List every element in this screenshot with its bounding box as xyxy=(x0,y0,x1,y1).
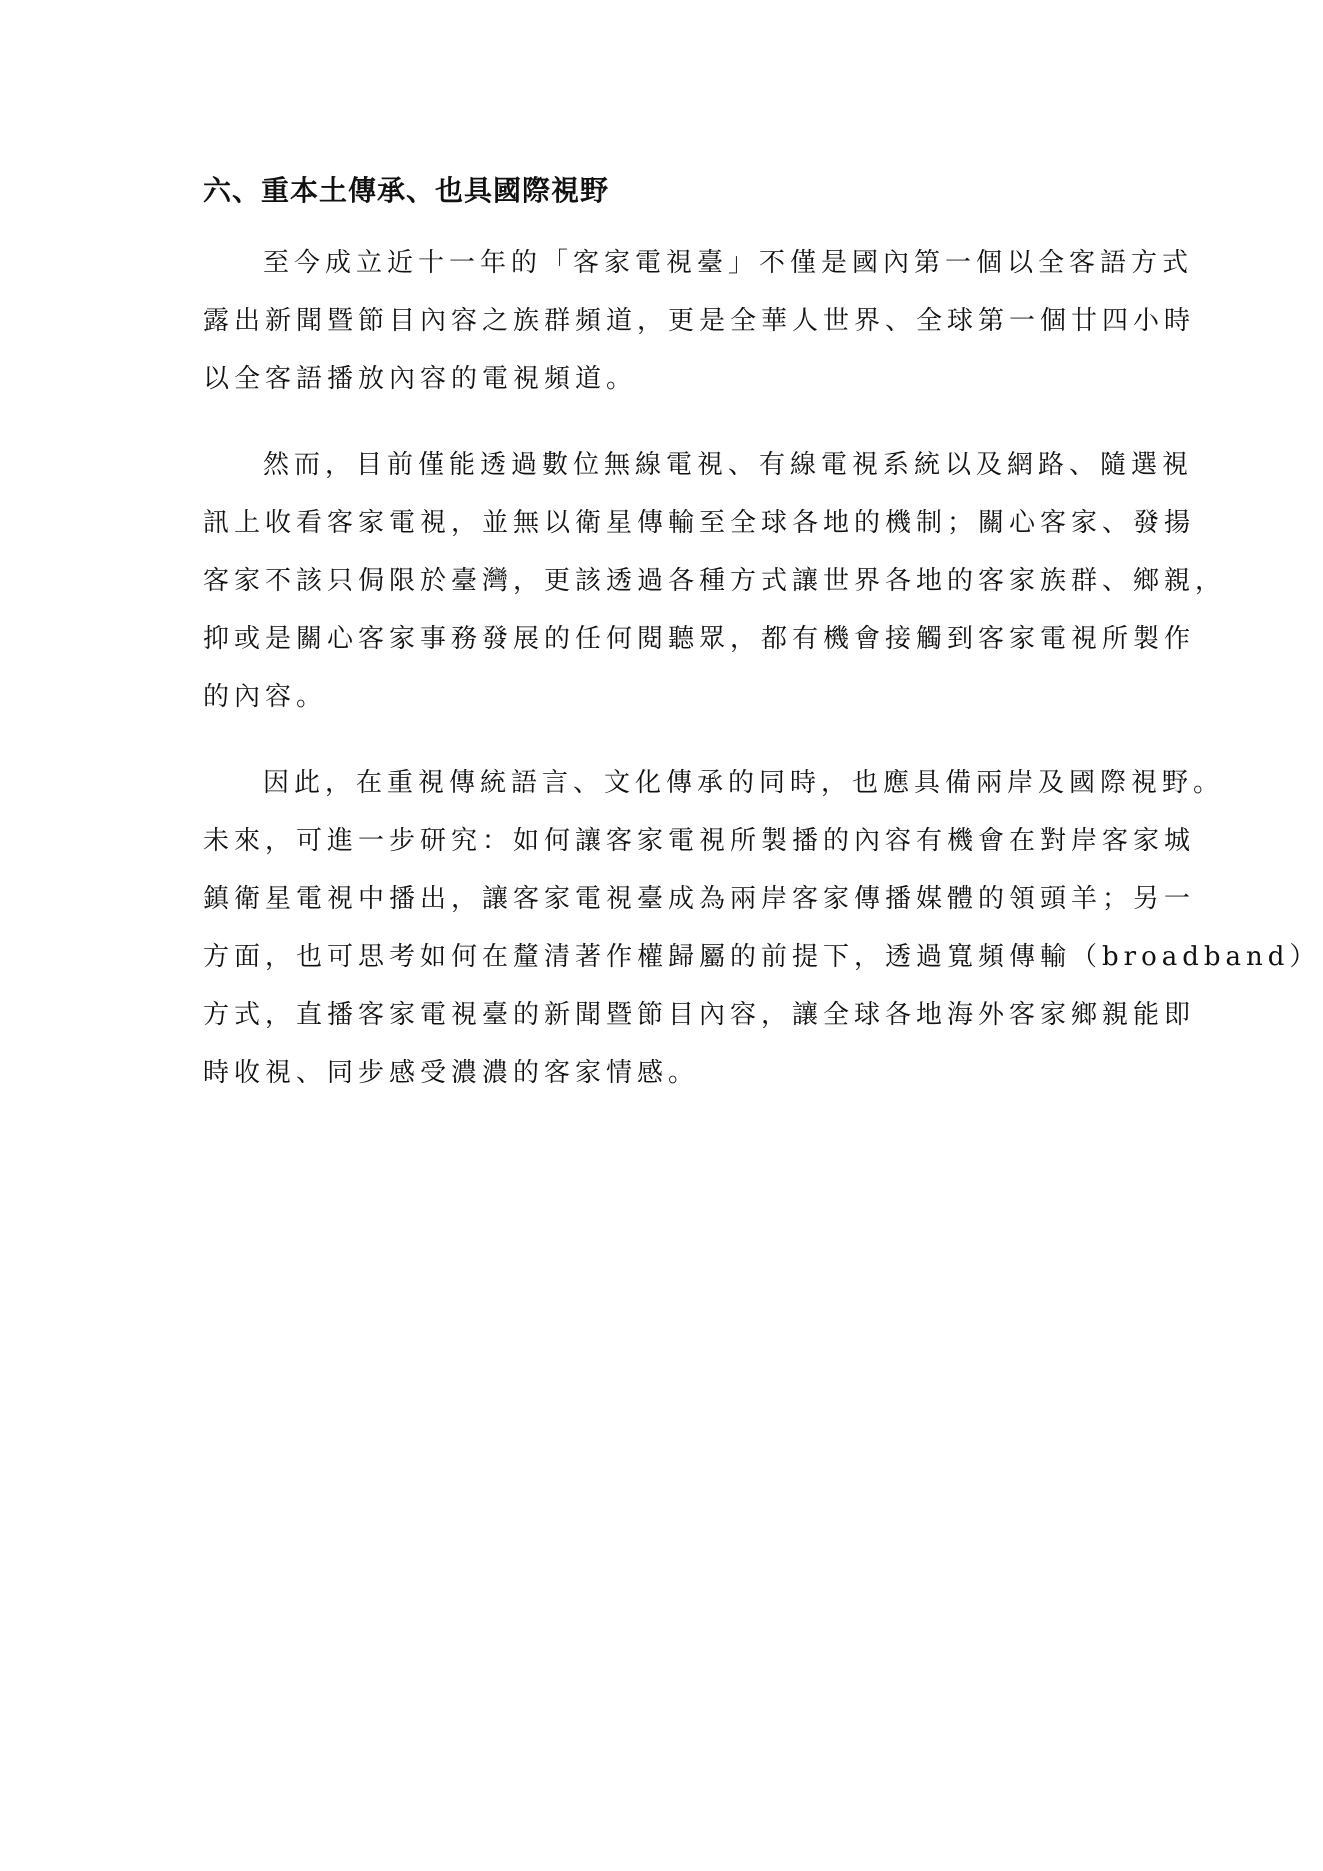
paragraph-line: 然而，目前僅能透過數位無線電視、有線電視系統以及網路、隨選視 xyxy=(263,450,1194,480)
document-body xyxy=(203,170,1321,1130)
paragraph-line: 露出新聞暨節目內容之族群頻道，更是全華人世界、全球第一個廿四小時 xyxy=(203,306,1196,336)
section-heading: 六、重本土傳承、也具國際視野 xyxy=(203,174,610,207)
paragraph-line: 未來，可進一步研究：如何讓客家電視所製播的內容有機會在對岸客家城 xyxy=(203,826,1196,856)
paragraph-line: 至今成立近十一年的「客家電視臺」不僅是國內第一個以全客語方式 xyxy=(263,248,1194,278)
paragraph-line: 因此，在重視傳統語言、文化傳承的同時，也應具備兩岸及國際視野。 xyxy=(263,768,1225,798)
paragraph-3 xyxy=(203,754,1321,1102)
paragraph-2 xyxy=(203,436,1227,726)
paragraph-line: 訊上收看客家電視，並無以衛星傳輸至全球各地的機制；關心客家、發揚 xyxy=(203,508,1196,538)
paragraph-line: 客家不該只侷限於臺灣，更該透過各種方式讓世界各地的客家族群、鄉親， xyxy=(203,566,1227,596)
paragraph-line: 以全客語播放內容的電視頻道。 xyxy=(203,364,638,394)
paragraph-line: 的內容。 xyxy=(203,682,328,712)
paragraph-line: 方面，也可思考如何在釐清著作權歸屬的前提下，透過寬頻傳輸（broadband） xyxy=(203,942,1321,972)
paragraph-line: 方式，直播客家電視臺的新聞暨節目內容，讓全球各地海外客家鄉親能即 xyxy=(203,1000,1196,1030)
paragraph-line: 抑或是關心客家事務發展的任何閱聽眾，都有機會接觸到客家電視所製作 xyxy=(203,624,1196,654)
paragraph-1 xyxy=(203,234,1196,408)
paragraph-line: 鎮衛星電視中播出，讓客家電視臺成為兩岸客家傳播媒體的領頭羊；另一 xyxy=(203,884,1196,914)
paragraph-line: 時收視、同步感受濃濃的客家情感。 xyxy=(203,1058,700,1088)
